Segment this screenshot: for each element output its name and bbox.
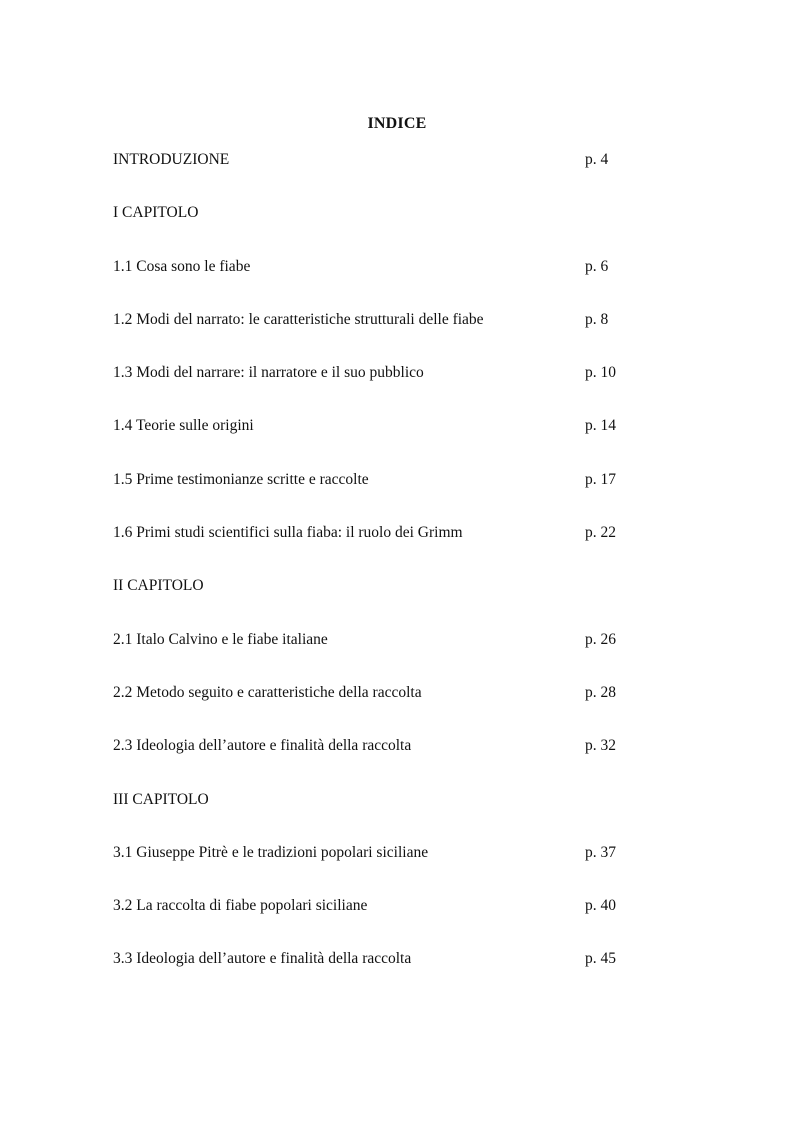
toc-entry-label: 1.1 Cosa sono le fiabe [113,257,251,275]
toc-entry-1-6 [113,522,673,575]
toc-entry-page: p. 6 [585,257,609,275]
toc-entry-1-2 [113,309,673,362]
toc-entry-page: p. 45 [585,950,616,968]
toc-entry-2-3 [113,735,673,788]
toc-entry-label: 1.2 Modi del narrato: le caratteristiche strutturali delle fiabe [113,310,484,328]
toc-entry-page: p. 32 [585,737,616,755]
toc-entry-page: p. 22 [585,524,616,542]
toc-entry-page: p. 37 [585,843,616,861]
toc-entry-1-1 [113,256,673,309]
toc-entry-label: 2.3 Ideologia dell’autore e finalità della raccolta [113,737,412,755]
toc-entry-1-3 [113,362,673,415]
toc-entry-2-1 [113,629,673,682]
table-of-contents [113,149,673,1002]
toc-entry-introduzione [113,149,673,202]
toc-entry-label: II CAPITOLO [113,577,204,595]
toc-entry-label: 1.6 Primi studi scientifici sulla fiaba: il ruolo dei Grimm [113,524,463,542]
toc-entry-2-2 [113,682,673,735]
toc-entry-page: p. 26 [585,630,616,648]
toc-entry-page: p. 4 [585,151,609,168]
toc-entry-label: 2.1 Italo Calvino e le fiabe italiane [113,630,328,648]
toc-entry-label: 3.2 La raccolta di fiabe popolari siciliane [113,897,368,915]
toc-entry-3-3 [113,948,673,1001]
toc-entry-3-2 [113,895,673,948]
toc-entry-page: p. 8 [585,310,609,328]
toc-chapter-heading-2 [113,575,673,628]
toc-entry-1-4 [113,415,673,468]
toc-chapter-heading-3 [113,789,673,842]
toc-entry-label: 2.2 Metodo seguito e caratteristiche della raccolta [113,683,422,701]
toc-entry-label: 3.3 Ideologia dell’autore e finalità della raccolta [113,950,412,968]
toc-entry-page: p. 28 [585,683,616,701]
toc-entry-label: 3.1 Giuseppe Pitrè e le tradizioni popolari siciliane [113,843,429,861]
toc-chapter-heading-1 [113,202,673,255]
toc-entry-page: p. 17 [585,470,616,488]
toc-entry-1-5 [113,469,673,522]
toc-entry-page: p. 10 [585,364,616,382]
toc-entry-page: p. 40 [585,897,616,915]
toc-entry-3-1 [113,842,673,895]
toc-entry-label: III CAPITOLO [113,790,209,808]
toc-entry-page: p. 14 [585,417,616,435]
toc-entry-label: 1.5 Prime testimonianze scritte e raccolte [113,470,369,488]
toc-entry-label: INTRODUZIONE [113,151,230,168]
toc-entry-label: 1.4 Teorie sulle origini [113,417,254,435]
toc-entry-label: I CAPITOLO [113,204,199,222]
page-title: INDICE [367,115,427,132]
toc-entry-label: 1.3 Modi del narrare: il narratore e il suo pubblico [113,364,424,382]
